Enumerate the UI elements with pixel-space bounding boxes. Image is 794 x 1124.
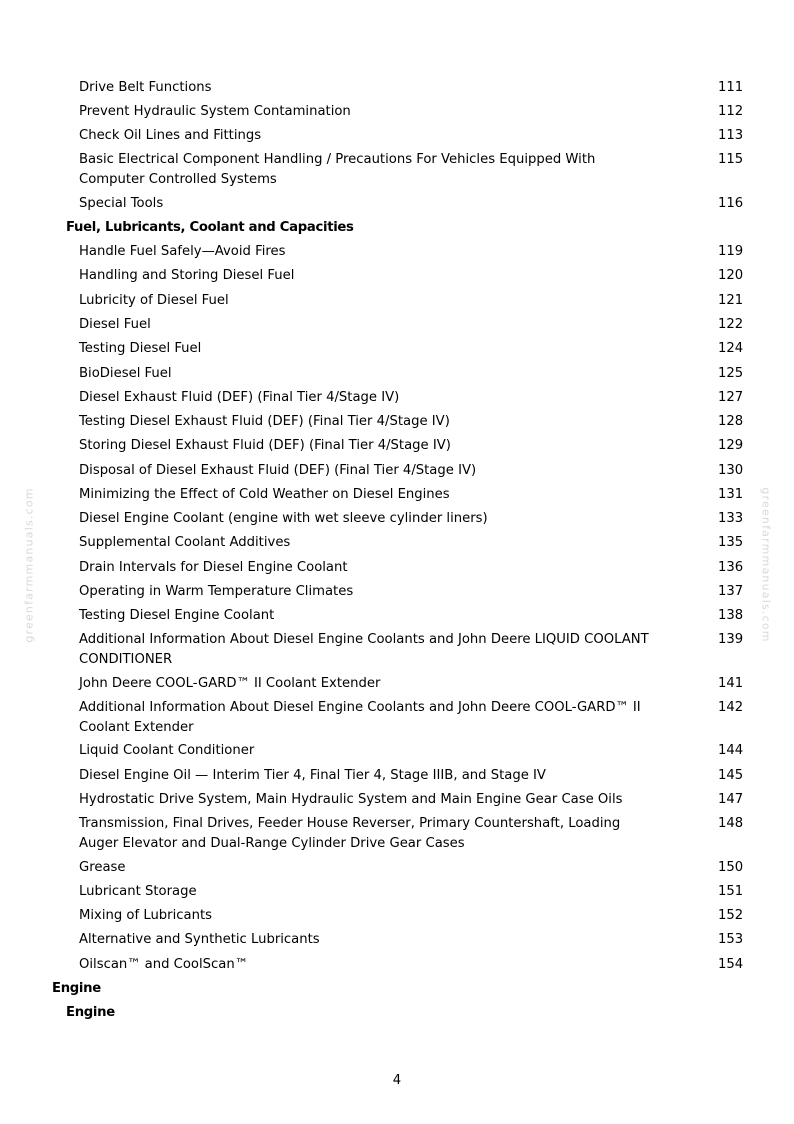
toc-entry-page-number: 147 [718, 792, 744, 807]
toc-entry[interactable] [0, 126, 744, 146]
toc-entry-page-number: 128 [718, 414, 744, 429]
toc-entry-page-number: 145 [718, 768, 744, 783]
toc-entry[interactable] [0, 533, 744, 553]
toc-entry[interactable] [0, 790, 744, 810]
watermark-left: greenfarmmanuals.com [22, 487, 36, 643]
toc-entry-page-number: 151 [718, 884, 744, 899]
toc-entry-title: Hydrostatic Drive System, Main Hydraulic System and Main Engine Gear Case Oils [79, 792, 623, 807]
toc-entry[interactable] [0, 291, 744, 311]
toc-entry[interactable] [0, 906, 744, 926]
toc-entry-title: John Deere COOL-GARD™ II Coolant Extender [79, 676, 381, 691]
toc-entry-page-number: 141 [718, 676, 744, 691]
toc-entry-title: Diesel Engine Coolant (engine with wet sleeve cylinder liners) [79, 511, 488, 526]
toc-section-heading[interactable] [0, 218, 666, 238]
toc-entry-page-number: 127 [718, 390, 744, 405]
toc-entry-page-number: 153 [718, 932, 744, 947]
toc-entry[interactable] [0, 766, 744, 786]
toc-entry-title: Testing Diesel Engine Coolant [79, 608, 275, 623]
toc-entry[interactable] [0, 485, 744, 505]
toc-entry-page-number: 113 [718, 128, 744, 143]
toc-entry-title: Fuel, Lubricants, Coolant and Capacities [66, 220, 354, 235]
toc-entry-page-number: 144 [718, 743, 744, 758]
toc-chapter-heading[interactable] [0, 979, 652, 999]
toc-entry-page-number: 116 [718, 196, 744, 211]
toc-entry-title: Drain Intervals for Diesel Engine Coolant [79, 560, 348, 575]
toc-entry[interactable] [0, 461, 744, 481]
toc-entry-page-number: 135 [718, 535, 744, 550]
toc-entry-page-number: 152 [718, 908, 744, 923]
toc-entry-title: BioDiesel Fuel [79, 366, 172, 381]
toc-entry-page-number: 112 [718, 104, 744, 119]
toc-entry[interactable] [0, 882, 744, 902]
toc-entry-title: Additional Information About Diesel Engine Coolants and John Deere LIQUID COOLANT CONDITIONER [79, 632, 649, 667]
toc-entry-title: Diesel Fuel [79, 317, 151, 332]
toc-entry[interactable] [0, 78, 744, 98]
toc-entry[interactable] [0, 150, 744, 189]
toc-entry-title: Lubricant Storage [79, 884, 197, 899]
toc-entry-title: Oilscan™ and CoolScan™ [79, 957, 248, 972]
toc-entry-page-number: 125 [718, 366, 744, 381]
toc-entry-page-number: 130 [718, 463, 744, 478]
toc-entry-title: Lubricity of Diesel Fuel [79, 293, 229, 308]
toc-entry[interactable] [0, 698, 744, 737]
toc-entry-title: Handling and Storing Diesel Fuel [79, 268, 295, 283]
toc-entry-page-number: 139 [718, 632, 744, 647]
toc-entry-page-number: 120 [718, 268, 744, 283]
toc-entry-title: Basic Electrical Component Handling / Precautions For Vehicles Equipped With Computer Controlled Systems [79, 152, 596, 187]
toc-entry[interactable] [0, 194, 744, 214]
toc-entry[interactable] [0, 266, 744, 286]
toc-entry-page-number: 121 [718, 293, 744, 308]
toc-entry-title: Transmission, Final Drives, Feeder House Reverser, Primary Countershaft, Loading Auger Elevator and Dual-Range Cylinder Drive Gear Cases [79, 816, 621, 851]
toc-entry-title: Testing Diesel Fuel [79, 341, 202, 356]
toc-entry-page-number: 124 [718, 341, 744, 356]
toc-entry-page-number: 148 [718, 816, 744, 831]
toc-entry-page-number: 150 [718, 860, 744, 875]
toc-entry[interactable] [0, 674, 744, 694]
toc-entry-title: Minimizing the Effect of Cold Weather on Diesel Engines [79, 487, 450, 502]
toc-entry[interactable] [0, 509, 744, 529]
toc-entry-page-number: 138 [718, 608, 744, 623]
toc-entry-page-number: 115 [718, 152, 744, 167]
toc-entry-title: Grease [79, 860, 126, 875]
toc-entry-page-number: 133 [718, 511, 744, 526]
toc-entry-title: Additional Information About Diesel Engine Coolants and John Deere COOL-GARD™ II Coolant Extender [79, 700, 641, 735]
toc-entry[interactable] [0, 102, 744, 122]
toc-entry[interactable] [0, 412, 744, 432]
toc-entry[interactable] [0, 339, 744, 359]
toc-entry-page-number: 122 [718, 317, 744, 332]
toc-entry-page-number: 154 [718, 957, 744, 972]
toc-entry[interactable] [0, 558, 744, 578]
toc-entry-title: Mixing of Lubricants [79, 908, 212, 923]
toc-entry-title: Diesel Exhaust Fluid (DEF) (Final Tier 4/Stage IV) [79, 390, 400, 405]
toc-entry[interactable] [0, 741, 744, 761]
toc-entry-page-number: 111 [718, 80, 744, 95]
toc-entry[interactable] [0, 242, 744, 262]
toc-entry[interactable] [0, 606, 744, 626]
toc-entry-page-number: 137 [718, 584, 744, 599]
toc-entry-title: Testing Diesel Exhaust Fluid (DEF) (Final Tier 4/Stage IV) [79, 414, 450, 429]
toc-entry-title: Operating in Warm Temperature Climates [79, 584, 354, 599]
toc-entry[interactable] [0, 814, 744, 853]
toc-entry[interactable] [0, 930, 744, 950]
toc-entry-page-number: 119 [718, 244, 744, 259]
toc-entry-page-number: 142 [718, 700, 744, 715]
toc-entry-title: Supplemental Coolant Additives [79, 535, 291, 550]
toc-entry-title: Handle Fuel Safely—Avoid Fires [79, 244, 286, 259]
toc-entry[interactable] [0, 436, 744, 456]
toc-entry[interactable] [0, 388, 744, 408]
toc-entry[interactable] [0, 955, 744, 975]
toc-entry-title: Disposal of Diesel Exhaust Fluid (DEF) (Final Tier 4/Stage IV) [79, 463, 477, 478]
toc-entry[interactable] [0, 858, 744, 878]
toc-entry-title: Diesel Engine Oil — Interim Tier 4, Final Tier 4, Stage IIIB, and Stage IV [79, 768, 546, 783]
toc-entry-title: Engine [52, 981, 101, 996]
toc-entry-title: Special Tools [79, 196, 164, 211]
toc-entry-title: Engine [66, 1005, 115, 1020]
toc-entry-title: Alternative and Synthetic Lubricants [79, 932, 320, 947]
toc-entry[interactable] [0, 630, 744, 669]
toc-entry[interactable] [0, 315, 744, 335]
toc-entry-page-number: 136 [718, 560, 744, 575]
page-number: 4 [392, 1073, 402, 1088]
toc-entry-title: Liquid Coolant Conditioner [79, 743, 255, 758]
toc-entry-title: Prevent Hydraulic System Contamination [79, 104, 351, 119]
toc-section-heading[interactable] [0, 1003, 666, 1023]
toc-entry-page-number: 131 [718, 487, 744, 502]
toc-entry-page-number: 129 [718, 438, 744, 453]
toc-entry[interactable] [0, 582, 744, 602]
toc-entry-title: Drive Belt Functions [79, 80, 212, 95]
toc-entry-title: Check Oil Lines and Fittings [79, 128, 262, 143]
toc-entry[interactable] [0, 364, 744, 384]
watermark-right: greenfarmmanuals.com [759, 487, 773, 643]
toc-entry-title: Storing Diesel Exhaust Fluid (DEF) (Final Tier 4/Stage IV) [79, 438, 451, 453]
